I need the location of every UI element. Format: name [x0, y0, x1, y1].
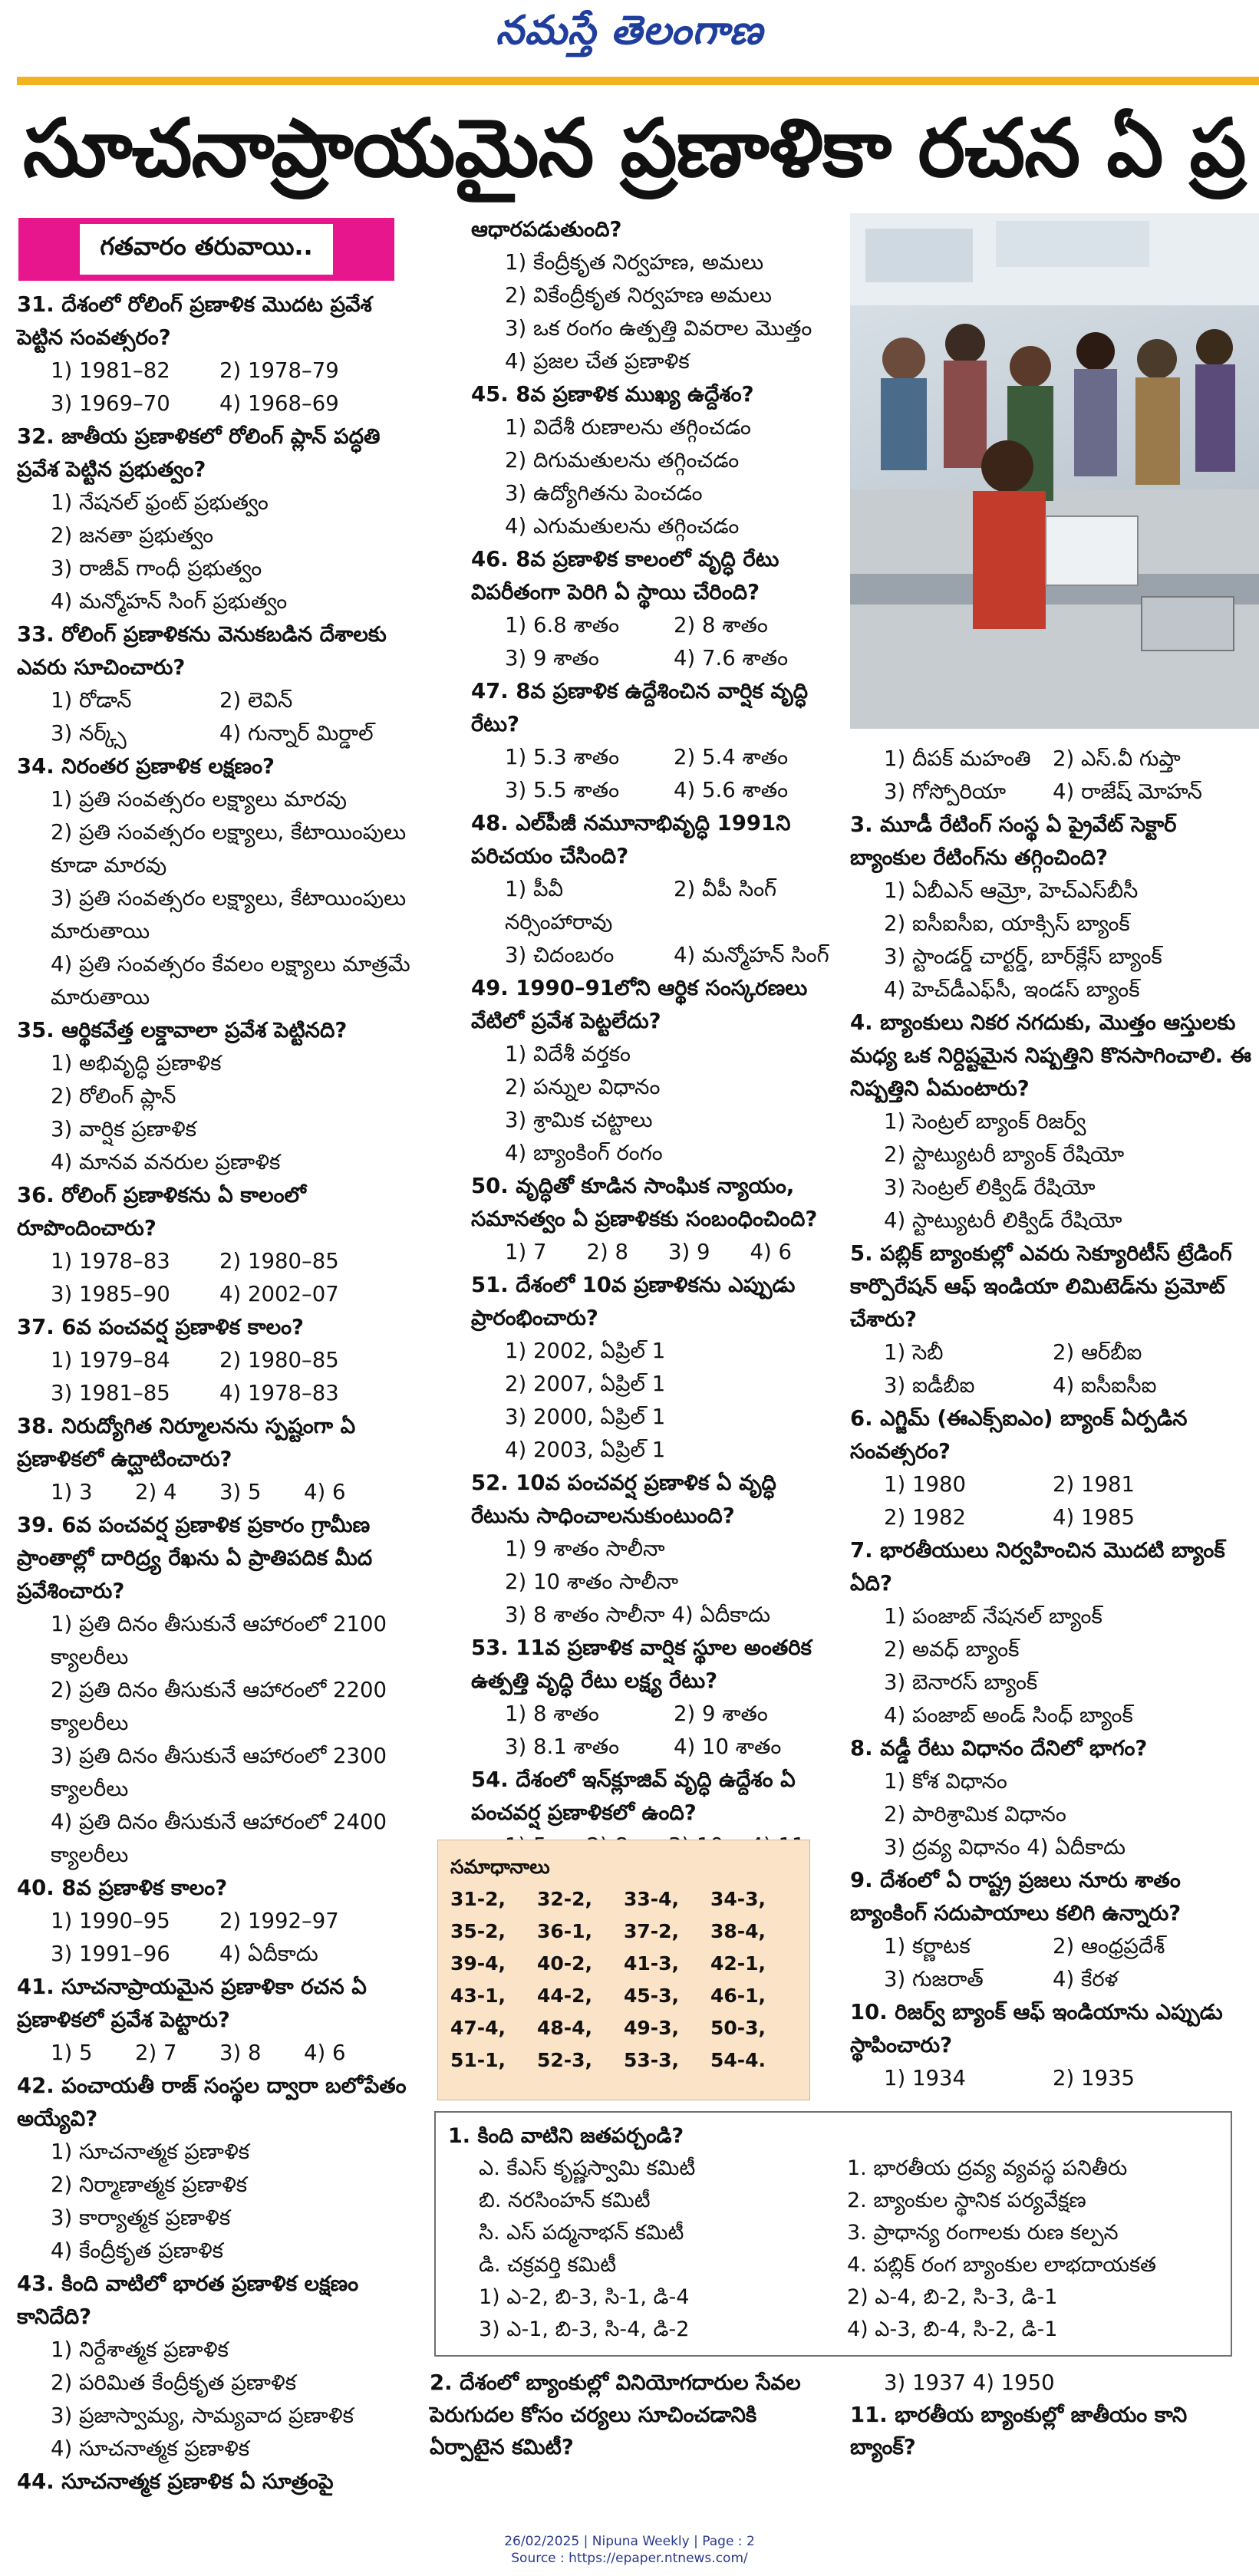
option: 2) దిగుమతులను తగ్గించడం: [505, 448, 740, 473]
question-text: 39. 6వ పంచవర్ష ప్రణాళిక ప్రకారం గ్రామీణ ప్రాంతాల్లో దారిద్ర్య రేఖను ఏ ప్రాతిపదిక మీద ప్రవేశించారు?: [17, 1513, 373, 1603]
option: 1) 7: [505, 1240, 547, 1264]
option: 1) పంజాబ్ నేషనల్ బ్యాంక్: [884, 1604, 1102, 1629]
option: 2) 7: [135, 2041, 177, 2065]
option: 3) సెంట్రల్ లిక్విడ్ రేషియో: [884, 1175, 1096, 1200]
question-text: 3. మూడీ రేటింగ్ సంస్థ ఏ ప్రైవేట్ సెక్టార్ బ్యాంకుల రేటింగ్‌ను తగ్గించింది?: [850, 812, 1177, 870]
option-grid: [471, 741, 832, 807]
option: 1) అభివృద్ధి ప్రణాళిక: [51, 1051, 222, 1076]
question-text: 43. కింది వాటిలో భారత ప్రణాళిక లక్షణం కానిదేది?: [17, 2271, 359, 2329]
answer-item: 36-1,: [537, 1920, 593, 1942]
answer-item: 37-2,: [624, 1920, 680, 1942]
answer-item: 39-4,: [450, 1952, 506, 1975]
answer-item: 47-4,: [450, 2017, 506, 2039]
option: 4) గున్నార్ మిర్డాల్: [219, 721, 374, 746]
question-text: 44. సూచనాత్మక ప్రణాళిక ఏ సూత్రంపై: [17, 2469, 334, 2494]
option: 4) హెచ్‌డీఎఫ్‌సీ, ఇండస్ బ్యాంక్: [884, 977, 1140, 1002]
question-text: 34. నిరంతర ప్రణాళిక లక్షణం?: [17, 754, 275, 779]
answer-item: 53-3,: [624, 2049, 680, 2071]
question-text: 54. దేశంలో ఇన్‌క్లూజివ్ వృద్ధి ఉద్దేశం ఏ పంచవర్ష ప్రణాళికలో ఉంది?: [471, 1767, 796, 1825]
option: 4) 1968–69: [219, 391, 339, 416]
option: 2) ఆంధ్రప్రదేశ్: [1053, 1934, 1165, 1958]
option: 3) 1981–85: [51, 1381, 170, 1405]
option: 1) 1934: [884, 2066, 966, 2090]
option-grid: [850, 1336, 1259, 1402]
option: 3) బెనారస్ బ్యాంక్: [884, 1670, 1038, 1695]
masthead-logo: [0, 0, 1259, 71]
option: 2) 8: [586, 1240, 628, 1264]
option: 1) ఏబీఎన్ ఆమ్రో, హెచ్‌ఎస్‌బీసీ: [884, 878, 1139, 903]
option: 4) రాజేష్ మోహన్: [1053, 779, 1202, 804]
option: 2) ఐసీఐసీఐ, యాక్సిస్ బ్యాంక్: [884, 911, 1130, 936]
option: 4) మానవ వనరుల ప్రణాళిక: [51, 1150, 281, 1174]
masthead-text: నమస్తే తెలంగాణ: [496, 7, 763, 54]
match-right-item: 4) ఎ-3, బి-4, సి-2, డి-1: [847, 2317, 1058, 2341]
option: 2) 2007, ఏప్రిల్ 1: [505, 1372, 666, 1396]
answer-item: 32-2,: [537, 1888, 593, 1910]
option-grid: [17, 354, 416, 420]
question-text: 33. రోలింగ్ ప్రణాళికను వెనుకబడిన దేశాలకు ఎవరు సూచించారు?: [17, 622, 387, 680]
option: 1) దీపక్ మహంతి: [884, 746, 1031, 771]
headline: సూచనాప్రాయమైన ప్రణాళికా రచన ఏ ప్ర: [23, 101, 1246, 195]
option: 1) 1990–95: [51, 1909, 170, 1933]
option-grid: [17, 1344, 416, 1410]
option: 1) 5: [51, 2041, 93, 2065]
option: 4) 2003, ఏప్రిల్ 1: [505, 1438, 666, 1462]
option: 3) చిదంబరం: [505, 943, 615, 967]
option: 3) 1985–90: [51, 1282, 170, 1306]
option: 4) 5.6 శాతం: [674, 778, 789, 802]
option: 2) 1935: [1053, 2066, 1135, 2090]
answer-item: 35-2,: [450, 1920, 506, 1942]
option: 2) 1978–79: [219, 358, 339, 383]
option: 2) 1982: [884, 1505, 966, 1530]
answer-item: 44-2,: [537, 1985, 593, 2007]
option: 2) పరిమిత కేంద్రీకృత ప్రణాళిక: [51, 2370, 297, 2395]
option-grid: [850, 1930, 1259, 1996]
option: 3) ఒక రంగం ఉత్పత్తి వివరాల మొత్తం: [505, 316, 812, 341]
match-left-item: 1) ఎ-2, బి-3, సి-1, డి-4: [479, 2285, 690, 2309]
answer-item: 49-3,: [624, 2017, 680, 2039]
match-left-item: డి. చక్రవర్తి కమిటీ: [479, 2253, 617, 2277]
option: 2) వికేంద్రీకృత నిర్వహణ అమలు: [505, 283, 772, 308]
option: 4) ప్రజల చేత ప్రణాళిక: [505, 349, 690, 374]
option: 4) మన్మోహన్ సింగ్ ప్రభుత్వం: [51, 589, 288, 614]
option: 1) 6.8 శాతం: [505, 613, 620, 637]
match-right-item: 3. ప్రాధాన్య రంగాలకు రుణ కల్పన: [847, 2221, 1119, 2245]
match-left-item: 3) ఎ-1, బి-3, సి-4, డి-2: [479, 2317, 690, 2341]
option: 4) 1985: [1053, 1505, 1135, 1530]
option-row: [17, 1476, 416, 1509]
option: 1) 8 శాతం: [505, 1701, 599, 1726]
option: 2) స్టాట్యుటరీ బ్యాంక్ రేషియో: [884, 1142, 1125, 1167]
question-text: 46. 8వ ప్రణాళిక కాలంలో వృద్ధి రేటు విపరీతంగా పెరిగి ఏ స్థాయి చేరింది?: [471, 547, 779, 604]
question-text: 53. 11వ ప్రణాళిక వార్షిక స్థూల అంతరిక ఉత్పత్తి వృద్ధి రేటు లక్ష్య రేటు?: [471, 1636, 812, 1693]
footer-date-line: 26/02/2025 | Nipuna Weekly | Page : 2: [504, 2534, 755, 2549]
option: 4) మన్మోహన్ సింగ్: [674, 943, 829, 967]
question-text: 4. బ్యాంకులు నికర నగదుకు, మొత్తం ఆస్తులకు మధ్య ఒక నిర్దిష్టమైన నిష్పత్తిని కొనసాగించాలి. ఈ నిష్పత్తిని ఏమంటారు?: [850, 1010, 1251, 1101]
question-text: ఆధారపడుతుంది?: [471, 217, 622, 242]
answer-item: 33-4,: [624, 1888, 680, 1910]
answer-item: 38-4,: [710, 1920, 766, 1942]
answers-grid: [450, 1883, 797, 2077]
option: 1) నేషనల్ ఫ్రంట్ ప్రభుత్వం: [51, 490, 269, 515]
answer-item: 41-3,: [624, 1952, 680, 1975]
option: 2) పారిశ్రామిక విధానం: [884, 1802, 1066, 1827]
option: 1) 1978–83: [51, 1249, 170, 1273]
option: 1) సెంట్రల్ బ్యాంక్ రిజర్వ్: [884, 1109, 1086, 1134]
continuation-tag-text: గతవారం తరువాయి..: [80, 224, 332, 275]
option: 3) 5: [219, 1480, 262, 1504]
option: 4) ప్రతి సంవత్సరం కేవలం లక్ష్యాలు మాత్రమే మారుతాయి: [51, 952, 410, 1010]
question-text: 51. దేశంలో 10వ ప్రణాళికను ఎప్పుడు ప్రారంభించారు?: [471, 1273, 796, 1330]
option: 2) లెవిన్: [219, 688, 293, 713]
option: 3) స్టాండర్డ్ చార్టర్డ్, బార్‌క్లేస్ బ్యాంక్: [884, 944, 1162, 969]
option: 3) 5.5 శాతం: [505, 778, 620, 802]
match-right-list: [847, 2153, 1218, 2346]
option: 1) 5.3 శాతం: [505, 745, 620, 769]
option: 4) 1978–83: [219, 1381, 339, 1405]
continuation-tag: [18, 218, 394, 281]
match-right-item: 4. పబ్లిక్ రంగ బ్యాంకుల లాభదాయకత: [847, 2253, 1157, 2277]
answer-item: 51-1,: [450, 2049, 506, 2071]
question-text: 37. 6వ పంచవర్ష ప్రణాళిక కాలం?: [17, 1315, 304, 1339]
option: 4) కేంద్రీకృత ప్రణాళిక: [51, 2238, 223, 2263]
option: 2) ఆర్‌బీఐ: [1053, 1340, 1142, 1365]
option: 4) 6: [304, 2041, 346, 2065]
option: 3) 8.1 శాతం: [505, 1734, 620, 1759]
match-left-item: సి. ఎస్ పద్మనాభన్ కమిటీ: [479, 2221, 684, 2245]
question-text: 10. రిజర్వ్ బ్యాంక్ ఆఫ్ ఇండియాను ఎప్పుడు స్థాపించారు?: [850, 2000, 1223, 2057]
option: 3) 9 శాతం: [505, 646, 599, 670]
option-grid: [17, 1905, 416, 1971]
header-rule: [17, 77, 1259, 85]
question-text: 36. రోలింగ్ ప్రణాళికను ఏ కాలంలో రూపొందించారు?: [17, 1183, 306, 1240]
option-grid: [850, 1468, 1259, 1534]
page-footer: [0, 2533, 1259, 2567]
option: 4) 7.6 శాతం: [674, 646, 789, 670]
question-text: 48. ఎల్‌పీజీ నమూనాభివృద్ధి 1991ని పరిచయం చేసింది?: [471, 811, 791, 868]
match-left-list: [448, 2153, 847, 2346]
option: 2) 10 శాతం సాలీనా: [505, 1570, 679, 1594]
option: 4) బ్యాంకింగ్ రంగం: [505, 1141, 663, 1165]
column-left: [17, 288, 416, 2499]
question-text: 42. పంచాయతీ రాజ్ సంస్థల ద్వారా బలోపేతం అయ్యేవి?: [17, 2074, 407, 2131]
option: 3) నర్క్స్: [51, 721, 127, 746]
option: 2) రోలింగ్ ప్లాన్: [51, 1084, 176, 1108]
bank-crowd-photo: [850, 213, 1259, 729]
option: 2) 9 శాతం: [674, 1701, 768, 1726]
option: 4) ఎగుమతులను తగ్గించడం: [505, 514, 740, 539]
question-text: 11. భారతీయ బ్యాంకుల్లో జాతీయం కాని బ్యాంక్?: [850, 2403, 1188, 2459]
option: 3) 1969–70: [51, 391, 170, 416]
column-right: [850, 743, 1259, 2095]
option-grid: [471, 1698, 832, 1764]
option: 1) పీవీ నర్సింహారావు: [505, 877, 613, 934]
question-text: 9. దేశంలో ఏ రాష్ట్ర ప్రజలు నూరు శాతం బ్యాంకింగ్ సదుపాయాలు కలిగి ఉన్నారు?: [850, 1868, 1182, 1925]
answers-title: సమాధానాలు: [450, 1856, 550, 1878]
option: 4) 2002–07: [219, 1282, 339, 1306]
option: 1) 3: [51, 1480, 93, 1504]
option: 1) కేంద్రీకృత నిర్వహణ, అమలు: [505, 250, 764, 275]
option: 1) ప్రతి సంవత్సరం లక్ష్యాలు మారవు: [51, 787, 347, 812]
question-text: 47. 8వ ప్రణాళిక ఉద్దేశించిన వార్షిక వృద్ధి రేటు?: [471, 679, 809, 736]
option-grid: [850, 743, 1259, 809]
option: 4) కేరళ: [1053, 1967, 1119, 1991]
option: 3) ప్రతి దినం తీసుకునే ఆహారంలో 2300 క్యాలరీలు: [51, 1744, 387, 1801]
question-text: 52. 10వ పంచవర్ష ప్రణాళిక ఏ వృద్ధి రేటును సాధించాలనుకుంటుంది?: [471, 1471, 776, 1528]
option: 3) గుజరాత్: [884, 1967, 984, 1991]
option: 4) 6: [750, 1240, 792, 1264]
option: 2) 8 శాతం: [674, 613, 768, 637]
option: 3) 9: [668, 1240, 710, 1264]
option: 2) ప్రతి సంవత్సరం లక్ష్యాలు, కేటాయింపులు కూడా మారవు: [51, 820, 407, 878]
option: 1) సూచనాత్మక ప్రణాళిక: [51, 2140, 250, 2164]
option: 3) శ్రామిక చట్టాలు: [505, 1108, 653, 1132]
option: 3) రాజీవ్ గాంధీ ప్రభుత్వం: [51, 556, 262, 581]
option-row: [17, 2037, 416, 2070]
question-text: 7. భారతీయులు నిర్వహించిన మొదటి బ్యాంక్ ఏది?: [850, 1538, 1225, 1596]
option: 1) 1981–82: [51, 358, 170, 383]
option: 2) పన్నుల విధానం: [505, 1075, 661, 1099]
option: 2) 1980–85: [219, 1249, 339, 1273]
option: 3) వార్షిక ప్రణాళిక: [51, 1117, 197, 1141]
option: 2) వీపీ సింగ్: [674, 877, 777, 901]
option: 3) 1991–96: [51, 1942, 170, 1966]
option: 2) 5.4 శాతం: [674, 745, 789, 769]
option: 2) 1992–97: [219, 1909, 339, 1933]
option: 2) జనతా ప్రభుత్వం: [51, 523, 214, 548]
option: 3) ద్రవ్య విధానం 4) ఏదీకాదు: [884, 1835, 1126, 1860]
match-right-item: 2) ఎ-4, బి-2, సి-3, డి-1: [847, 2285, 1058, 2309]
match-columns: [448, 2153, 1218, 2346]
option: 4) పంజాబ్ అండ్ సింధ్ బ్యాంక్: [884, 1703, 1133, 1728]
match-left-item: ఎ. కేఎస్ కృష్ణస్వామి కమిటీ: [479, 2156, 696, 2180]
answer-item: 48-4,: [537, 2017, 593, 2039]
option: 4) ఐసీఐసీఐ: [1053, 1373, 1157, 1398]
question-text: 40. 8వ ప్రణాళిక కాలం?: [17, 1876, 228, 1900]
option-grid: [471, 873, 832, 972]
option-grid: [850, 2062, 1259, 2095]
option: 1) కర్ణాటక: [884, 1934, 971, 1958]
question-text: 8. వడ్డీ రేటు విధానం దేనిలో భాగం?: [850, 1736, 1148, 1761]
option: 4) స్టాట్యుటరీ లిక్విడ్ రేషియో: [884, 1208, 1122, 1233]
question-text: 45. 8వ ప్రణాళిక ముఖ్య ఉద్దేశం?: [471, 382, 754, 407]
option: 4) 6: [304, 1480, 346, 1504]
option: 3) 8: [219, 2041, 262, 2065]
answer-item: 46-1,: [710, 1985, 766, 2007]
match-right-item: 1. భారతీయ ద్రవ్య వ్యవస్థ పనితీరు: [847, 2156, 1128, 2180]
option: 2) ఎస్‌.వీ గుప్తా: [1053, 746, 1181, 771]
option: 1) 1979–84: [51, 1348, 170, 1372]
option: 1) రోడాన్: [51, 688, 132, 713]
answer-item: 52-3,: [537, 2049, 593, 2071]
column-middle: [471, 213, 832, 1863]
question-text: 2. దేశంలో బ్యాంకుల్లో వినియోగదారుల సేవల పెరుగుదల కోసం చర్యలు సూచించడానికి ఏర్పాటైన కమిటీ?: [430, 2370, 801, 2459]
question-text: 49. 1990–91లోని ఆర్థిక సంస్కరణలు వేటిలో ప్రవేశ పెట్టలేదు?: [471, 976, 808, 1033]
option: 3) 8 శాతం సాలీనా 4) ఏదీకాదు: [505, 1603, 771, 1627]
option: 3) గోస్పోరియా: [884, 779, 1007, 804]
option: 1) 1980: [884, 1472, 966, 1497]
option: 4) సూచనాత్మక ప్రణాళిక: [51, 2436, 250, 2461]
answer-item: 43-1,: [450, 1985, 506, 2007]
answer-item: 31-2,: [450, 1888, 506, 1910]
footer-source-line: Source : https://epaper.ntnews.com/: [511, 2551, 748, 2566]
option: 4) ప్రతి దినం తీసుకునే ఆహారంలో 2400 క్యాలరీలు: [51, 1810, 387, 1867]
option: 3) ఉద్యోగితను పెంచడం: [505, 481, 703, 506]
option: 2) అవధ్ బ్యాంక్: [884, 1637, 1020, 1662]
match-question: 1. కింది వాటిని జతపర్చండి?: [448, 2124, 684, 2148]
match-question-box: [434, 2111, 1232, 2357]
option: 2) 4: [135, 1480, 177, 1504]
question-text: 32. జాతీయ ప్రణాళికలో రోలింగ్ ప్లాన్ పద్ధతి ప్రవేశ పెట్టిన ప్రభుత్వం?: [17, 424, 381, 482]
question-text: 38. నిరుద్యోగిత నిర్మూలనను స్పష్టంగా ఏ ప్రణాళికలో ఉద్ఘాటించారు?: [17, 1414, 356, 1471]
answer-item: 54-4.: [710, 2049, 766, 2071]
option: 3) 2000, ఏప్రిల్ 1: [505, 1405, 666, 1429]
answer-item: 42-1,: [710, 1952, 766, 1975]
option: 4) 10 శాతం: [674, 1734, 782, 1759]
question-text: 41. సూచనాప్రాయమైన ప్రణాళికా రచన ఏ ప్రణాళికలో ప్రవేశ పెట్టారు?: [17, 1975, 367, 2032]
bottom-left-question: [430, 2367, 829, 2463]
answers-box: [437, 1840, 810, 2100]
option: 3) కార్యాత్మక ప్రణాళిక: [51, 2205, 231, 2230]
option: 2) 1981: [1053, 1472, 1135, 1497]
option-grid: [471, 609, 832, 675]
option: 1) ప్రతి దినం తీసుకునే ఆహారంలో 2100 క్యాలరీలు: [51, 1612, 387, 1669]
option: 4) ఏదీకాదు: [219, 1942, 318, 1966]
option-row: [471, 1236, 832, 1269]
option-grid: [17, 684, 416, 750]
option: 1) విదేశీ వర్తకం: [505, 1042, 631, 1066]
bottom-right-question: [850, 2367, 1249, 2463]
bank-crowd-illustration: [850, 213, 1259, 729]
option: 2) ప్రతి దినం తీసుకునే ఆహారంలో 2200 క్యాలరీలు: [51, 1678, 387, 1735]
answer-item: 45-3,: [624, 1985, 680, 2007]
option-grid: [17, 1245, 416, 1311]
answer-item: 34-3,: [710, 1888, 766, 1910]
option: 1) విదేశీ రుణాలను తగ్గించడం: [505, 415, 751, 440]
option: 1) నిర్దేశాత్మక ప్రణాళిక: [51, 2337, 229, 2362]
question-text: 5. పబ్లిక్ బ్యాంకుల్లో ఎవరు సెక్యూరిటీస్ ట్రేడింగ్ కార్పొరేషన్ ఆఫ్ ఇండియా లిమిటెడ్‌ను ప్రమోట్ చేశారు?: [850, 1241, 1232, 1332]
option: 3) 1937 4) 1950: [884, 2370, 1055, 2395]
option: 1) కోశ విధానం: [884, 1769, 1007, 1794]
option: 3) ప్రతి సంవత్సరం లక్ష్యాలు, కేటాయింపులు మారుతాయి: [51, 886, 407, 944]
match-right-item: 2. బ్యాంకుల స్థానిక పర్యవేక్షణ: [847, 2189, 1086, 2212]
question-text: 50. వృద్ధితో కూడిన సాంఘిక న్యాయం, సమానత్వం ఏ ప్రణాళికకు సంబంధించింది?: [471, 1174, 818, 1231]
option: 3) ఐడీబీఐ: [884, 1373, 975, 1398]
question-text: 6. ఎగ్జిమ్ (ఈఎక్స్‌ఐఎం) బ్యాంక్ ఏర్పడిన సంవత్సరం?: [850, 1406, 1188, 1464]
question-text: 35. ఆర్థికవేత్త లక్డావాలా ప్రవేశ పెట్టినది?: [17, 1018, 348, 1043]
match-left-item: బి. నరసింహన్ కమిటీ: [479, 2189, 651, 2212]
option: 2) 1980–85: [219, 1348, 339, 1372]
option: 2) నిర్మాణాత్మక ప్రణాళిక: [51, 2172, 248, 2197]
option: 1) సెబీ: [884, 1340, 944, 1365]
question-text: 31. దేశంలో రోలింగ్ ప్రణాళిక మొదట ప్రవేశ పెట్టిన సంవత్సరం?: [17, 292, 372, 350]
answer-item: 40-2,: [537, 1952, 593, 1975]
option: 1) 9 శాతం సాలీనా: [505, 1537, 665, 1561]
option: 1) 2002, ఏప్రిల్ 1: [505, 1339, 666, 1363]
answer-item: 50-3,: [710, 2017, 766, 2039]
option: 3) ప్రజాస్వామ్య, సామ్యవాద ప్రణాళిక: [51, 2403, 354, 2428]
